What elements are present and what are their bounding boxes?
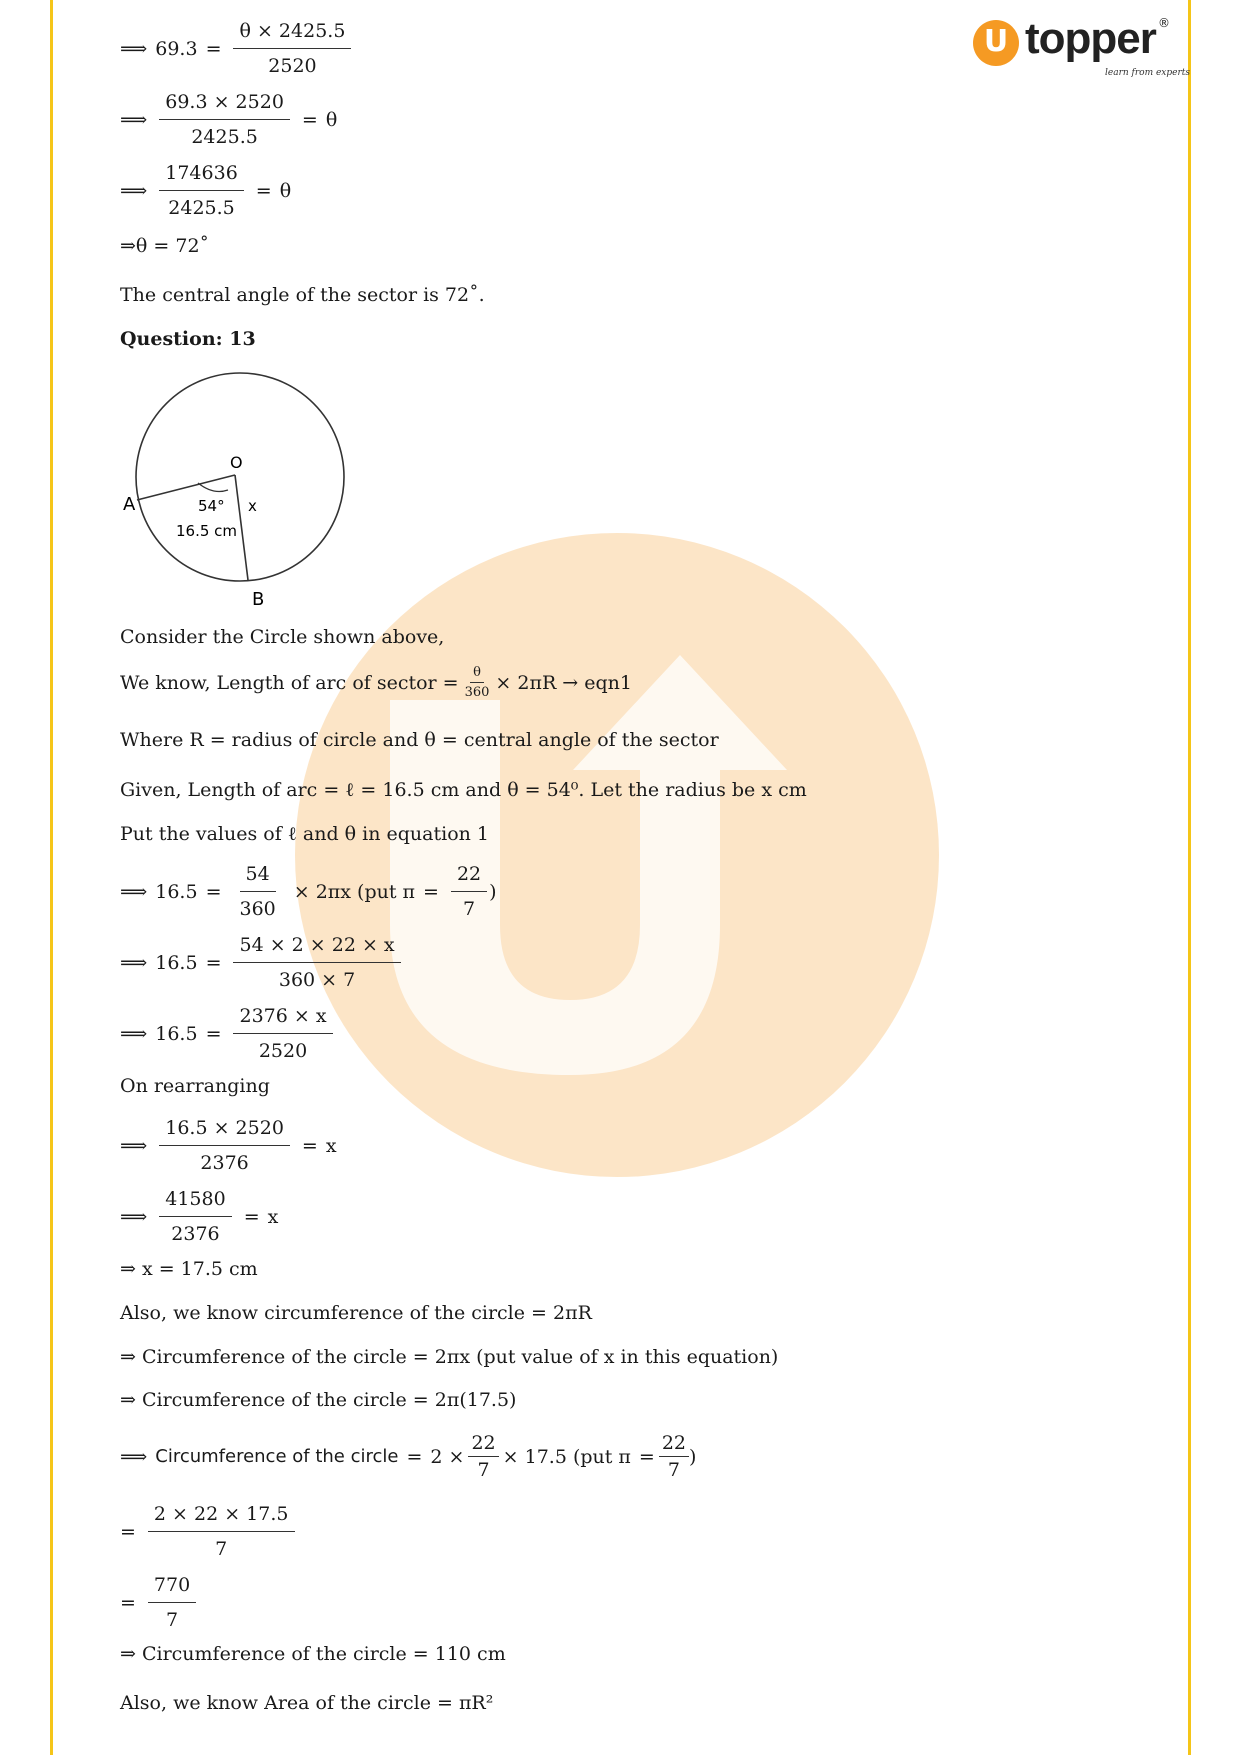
formula-text: We know, Length of arc of sector = bbox=[120, 671, 459, 694]
logo-word: topper bbox=[1025, 14, 1156, 63]
fraction bbox=[233, 934, 400, 991]
topper-logo bbox=[973, 14, 1191, 78]
denominator: 2520 bbox=[268, 55, 317, 77]
equation-line-2 bbox=[120, 91, 337, 148]
area-formula: Also, we know Area of the circle = πR² bbox=[120, 1692, 494, 1714]
rhs: x bbox=[325, 1134, 337, 1157]
put-values-text: Put the values of ℓ and θ in equation 1 bbox=[120, 823, 489, 845]
fraction bbox=[159, 162, 244, 219]
label-o: O bbox=[230, 453, 243, 472]
fraction bbox=[233, 1005, 332, 1062]
circumference-result: ⇒ Circumference of the circle = 110 cm bbox=[120, 1643, 506, 1665]
expression: × 17.5 (put π bbox=[502, 1445, 631, 1468]
denominator: 7 bbox=[166, 1609, 179, 1631]
equals: = bbox=[205, 880, 222, 903]
fraction bbox=[659, 1432, 689, 1481]
numerator: 41580 bbox=[159, 1188, 231, 1217]
denominator: 2376 bbox=[171, 1223, 220, 1245]
fraction bbox=[451, 863, 487, 920]
equals: = bbox=[120, 1520, 136, 1543]
circle-outline bbox=[136, 373, 344, 581]
numerator: 2 × 22 × 17.5 bbox=[148, 1503, 295, 1532]
equals: = bbox=[205, 951, 222, 974]
fraction bbox=[233, 20, 351, 77]
numerator: 174636 bbox=[159, 162, 244, 191]
x-result: ⇒ x = 17.5 cm bbox=[120, 1258, 258, 1280]
fraction bbox=[468, 1432, 498, 1481]
central-angle-statement: The central angle of the sector is 72˚. bbox=[120, 284, 485, 306]
denominator: 2425.5 bbox=[168, 197, 235, 219]
equals: = bbox=[301, 108, 318, 131]
consider-text: Consider the Circle shown above, bbox=[120, 626, 445, 648]
expression-text: Circumference of the circle bbox=[155, 1446, 399, 1467]
denominator: 2376 bbox=[200, 1152, 249, 1174]
denominator: 360 × 7 bbox=[278, 969, 356, 991]
equation-line-3 bbox=[120, 162, 291, 219]
lhs: 69.3 bbox=[155, 37, 198, 60]
implies-symbol: ⟹ bbox=[120, 108, 148, 131]
equals: = bbox=[205, 1022, 222, 1045]
denominator: 360 bbox=[239, 898, 276, 920]
numerator: 770 bbox=[148, 1574, 196, 1603]
formula-rest: × 2πR → eqn1 bbox=[495, 671, 632, 694]
equals: = bbox=[205, 37, 222, 60]
circumference-step-3 bbox=[120, 1432, 696, 1481]
numerator: θ × 2425.5 bbox=[233, 20, 351, 49]
equation-e2 bbox=[120, 934, 413, 991]
question-heading: Question: 13 bbox=[120, 328, 256, 350]
watermark-logo bbox=[295, 515, 940, 1195]
denominator: 360 bbox=[464, 685, 490, 700]
lhs: 16.5 bbox=[155, 1022, 198, 1045]
circumference-step-4 bbox=[120, 1503, 307, 1560]
circumference-step-5 bbox=[120, 1574, 208, 1631]
theta-result: ⇒θ = 72˚ bbox=[120, 235, 210, 257]
logo-registered: ® bbox=[1158, 16, 1170, 30]
numerator: θ bbox=[470, 665, 484, 683]
rhs: θ bbox=[279, 179, 292, 202]
where-text: Where R = radius of circle and θ = central angle of the sector bbox=[120, 729, 719, 751]
denominator: 2425.5 bbox=[191, 126, 258, 148]
expression: × 2πx (put π bbox=[293, 880, 416, 903]
angle-arc bbox=[198, 483, 228, 491]
denominator: 7 bbox=[477, 1459, 490, 1481]
implies-symbol: ⟹ bbox=[120, 179, 148, 202]
left-border bbox=[50, 0, 53, 1755]
numerator: 2376 × x bbox=[233, 1005, 332, 1034]
label-x: x bbox=[248, 497, 257, 515]
fraction bbox=[148, 1503, 295, 1560]
fraction bbox=[159, 1117, 290, 1174]
implies-symbol: ⟹ bbox=[120, 37, 148, 60]
logo-tagline: learn from experts bbox=[1105, 68, 1191, 78]
circumference-step-1: ⇒ Circumference of the circle = 2πx (put value of x in this equation) bbox=[120, 1346, 779, 1368]
denominator: 7 bbox=[667, 1459, 680, 1481]
equals: = bbox=[638, 1445, 655, 1468]
label-arc: 16.5 cm bbox=[176, 522, 238, 540]
circle-diagram bbox=[118, 365, 358, 615]
numerator: 22 bbox=[451, 863, 487, 892]
lhs: 16.5 bbox=[155, 880, 198, 903]
fraction bbox=[148, 1574, 196, 1631]
arc-length-formula bbox=[120, 665, 632, 700]
equation-e3 bbox=[120, 1005, 345, 1062]
equation-e4 bbox=[120, 1117, 337, 1174]
denominator: 7 bbox=[215, 1538, 228, 1560]
numerator: 69.3 × 2520 bbox=[159, 91, 290, 120]
implies-symbol: ⟹ bbox=[120, 1445, 148, 1468]
close-paren: ) bbox=[689, 1445, 697, 1468]
circumference-formula: Also, we know circumference of the circle = 2πR bbox=[120, 1302, 592, 1324]
logo-mark-icon: U bbox=[973, 20, 1019, 66]
fraction bbox=[462, 665, 493, 700]
implies-symbol: ⟹ bbox=[120, 1022, 148, 1045]
rhs: θ bbox=[325, 108, 338, 131]
circumference-step-2: ⇒ Circumference of the circle = 2π(17.5) bbox=[120, 1389, 517, 1411]
fraction bbox=[159, 1188, 231, 1245]
rhs: x bbox=[267, 1205, 279, 1228]
implies-symbol: ⟹ bbox=[120, 1134, 148, 1157]
implies-symbol: ⟹ bbox=[120, 1205, 148, 1228]
label-b: B bbox=[252, 589, 265, 610]
equals: = bbox=[255, 179, 272, 202]
numerator: 16.5 × 2520 bbox=[159, 1117, 290, 1146]
fraction bbox=[159, 91, 290, 148]
rearranging-text: On rearranging bbox=[120, 1075, 270, 1097]
given-text: Given, Length of arc = ℓ = 16.5 cm and θ = 54⁰. Let the radius be x cm bbox=[120, 779, 807, 801]
equals: = bbox=[120, 1591, 136, 1614]
numerator: 54 bbox=[240, 863, 276, 892]
numerator: 22 bbox=[468, 1432, 498, 1457]
equals: = bbox=[243, 1205, 260, 1228]
numerator: 54 × 2 × 22 × x bbox=[233, 934, 400, 963]
equals: = bbox=[423, 880, 439, 903]
lhs: 16.5 bbox=[155, 951, 198, 974]
close-paren: ) bbox=[489, 880, 497, 903]
numerator: 22 bbox=[659, 1432, 689, 1457]
equals: = bbox=[301, 1134, 318, 1157]
denominator: 2520 bbox=[258, 1040, 308, 1062]
label-a: A bbox=[123, 494, 136, 515]
fraction bbox=[233, 863, 281, 920]
expression: 2 × bbox=[430, 1445, 465, 1468]
denominator: 7 bbox=[462, 898, 476, 920]
equation-e5 bbox=[120, 1188, 278, 1245]
equation-e1 bbox=[120, 863, 497, 920]
implies-symbol: ⟹ bbox=[120, 880, 148, 903]
label-angle: 54° bbox=[198, 497, 225, 515]
equals: = bbox=[406, 1445, 423, 1468]
implies-symbol: ⟹ bbox=[120, 951, 148, 974]
right-border bbox=[1188, 0, 1191, 1755]
equation-line-1 bbox=[120, 20, 363, 77]
